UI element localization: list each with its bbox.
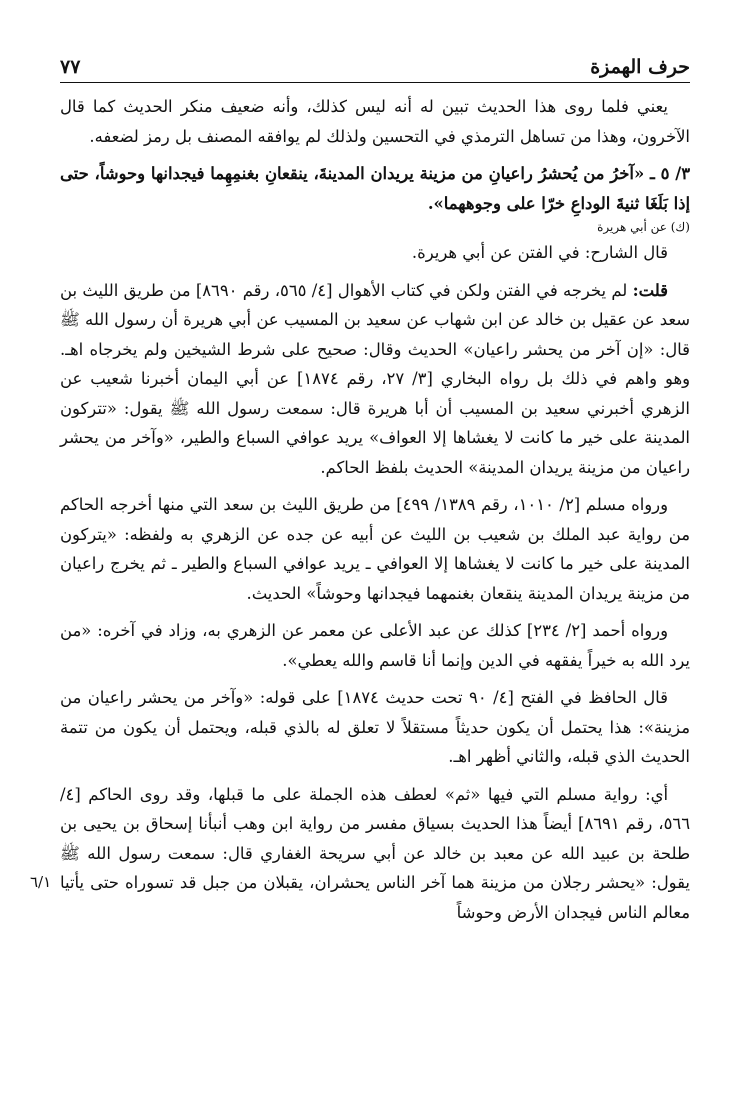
- paragraph-3-text: لم يخرجه في الفتن ولكن في كتاب الأهوال [٤/ ٥٦٥، رقم ٨٦٩٠] من طريق الليث بن سعد عن عقيل بن خالد عن ابن شهاب عن سعيد بن المسيب عن أبي هريرة أن رسول الله ﷺ قال: «إن آخر من يحشر راعيان» الحديث وقال: صحيح على شرط الشيخين ولم يخرجاه اهـ. وهو واهم في ذلك بل رواه البخاري [٣/ ٢٧، رقم ١٨٧٤] عن أبي اليمان أخبرنا شعيب عن الزهري أخبرني سعيد بن المسيب أن أبا هريرة قال: سمعت رسول الله ﷺ يقول: «تتركون المدينة على خير ما كانت لا يغشاها إلا العواف» يريد عوافي السباع والطير، «وآخر من يحشر راعيان من مزينة يريدان المدينة» الحديث بلفظ الحاكم.: [60, 280, 691, 477]
- hadith-number: ٣/ ٥ ـ: [644, 164, 690, 183]
- page-header: [60, 46, 690, 83]
- margin-reference: ٦/١: [30, 873, 52, 891]
- paragraph-6: قال الحافظ في الفتح [٤/ ٩٠ تحت حديث ١٨٧٤] على قوله: «وآخر من يحشر راعيان من مزينة»: هذا يحتمل أن يكون حديثاً مستقلاً لا تعلق له بالذي قبله، ويحتمل أن يكون من تتمة الحديث الذي قبله، والثاني أظهر اهـ.: [60, 688, 690, 766]
- qultu-label: قلت:: [632, 280, 668, 300]
- page-number: ٧٧: [60, 56, 81, 78]
- hadith-entry: [60, 159, 690, 218]
- paragraph-1: يعني فلما روى هذا الحديث تبين له أنه ليس كذلك، وأنه ضعيف منكر الحديث كما قال الآخرون، وهذا من تساهل الترمذي في التحسين ولذلك لم يوافقه المصنف بل رمز لضعفه.: [60, 97, 690, 146]
- hadith-reference: (ك) عن أبي هريرة: [597, 220, 690, 234]
- hadith-text: «آخرُ من يُحشرُ راعيانِ من مزينة يريدان المدينةَ، ينقعانِ بغنمِهِما فيجدانها وحوشاً، حتى إذا بَلَغَا ثنيةَ الوداعِ خرّا على وجوههما».: [60, 164, 690, 213]
- paragraph-7: أي: رواية مسلم التي فيها «ثم» لعطف هذه الجملة على ما قبلها، وقد روى الحاكم [٤/ ٥٦٦، رقم ٨٦٩١] أيضاً هذا الحديث بسياق مفسر من رواية ابن وهب أنبأنا إسحاق بن يحيى بن طلحة بن عبيد الله عن معبد بن خالد عن أبي سريحة الغفاري قال: سمعت رسول الله ﷺ يقول: «يحشر رجلان من مزينة هما آخر الناس يحشران، يقبلان من جبل قد تسوراه حتى يأتيا معالم الناس فيجدان الأرض وحوشاً: [60, 784, 691, 922]
- running-title: حرف الهمزة: [590, 56, 690, 78]
- paragraph-3: [60, 276, 690, 483]
- paragraph-5: ورواه أحمد [٢/ ٢٣٤] كذلك عن عبد الأعلى عن معمر عن الزهري به، وزاد في آخره: «من يرد الله به خيراً يفقهه في الدين وإنما أنا قاسم والله يعطي».: [60, 621, 690, 670]
- paragraph-2: قال الشارح: في الفتن عن أبي هريرة.: [411, 243, 668, 262]
- paragraph-4: ورواه مسلم [٢/ ١٠١٠، رقم ١٣٨٩/ ٤٩٩] من طريق الليث بن سعد التي منها أخرجه الحاكم من رواية عبد الملك بن شعيب بن الليث عن أبيه عن جده عن الزهري به ولفظه: «يتركون المدينة على خير ما كانت لا يغشاها إلا العوافي ـ يريد عوافي السباع والطير ـ ثم يخرج راعيان من مزينة يريدان المدينة ينقعان بغنمهما فيجدانها وحوشاً» الحديث.: [60, 495, 690, 603]
- page-body: [60, 92, 690, 935]
